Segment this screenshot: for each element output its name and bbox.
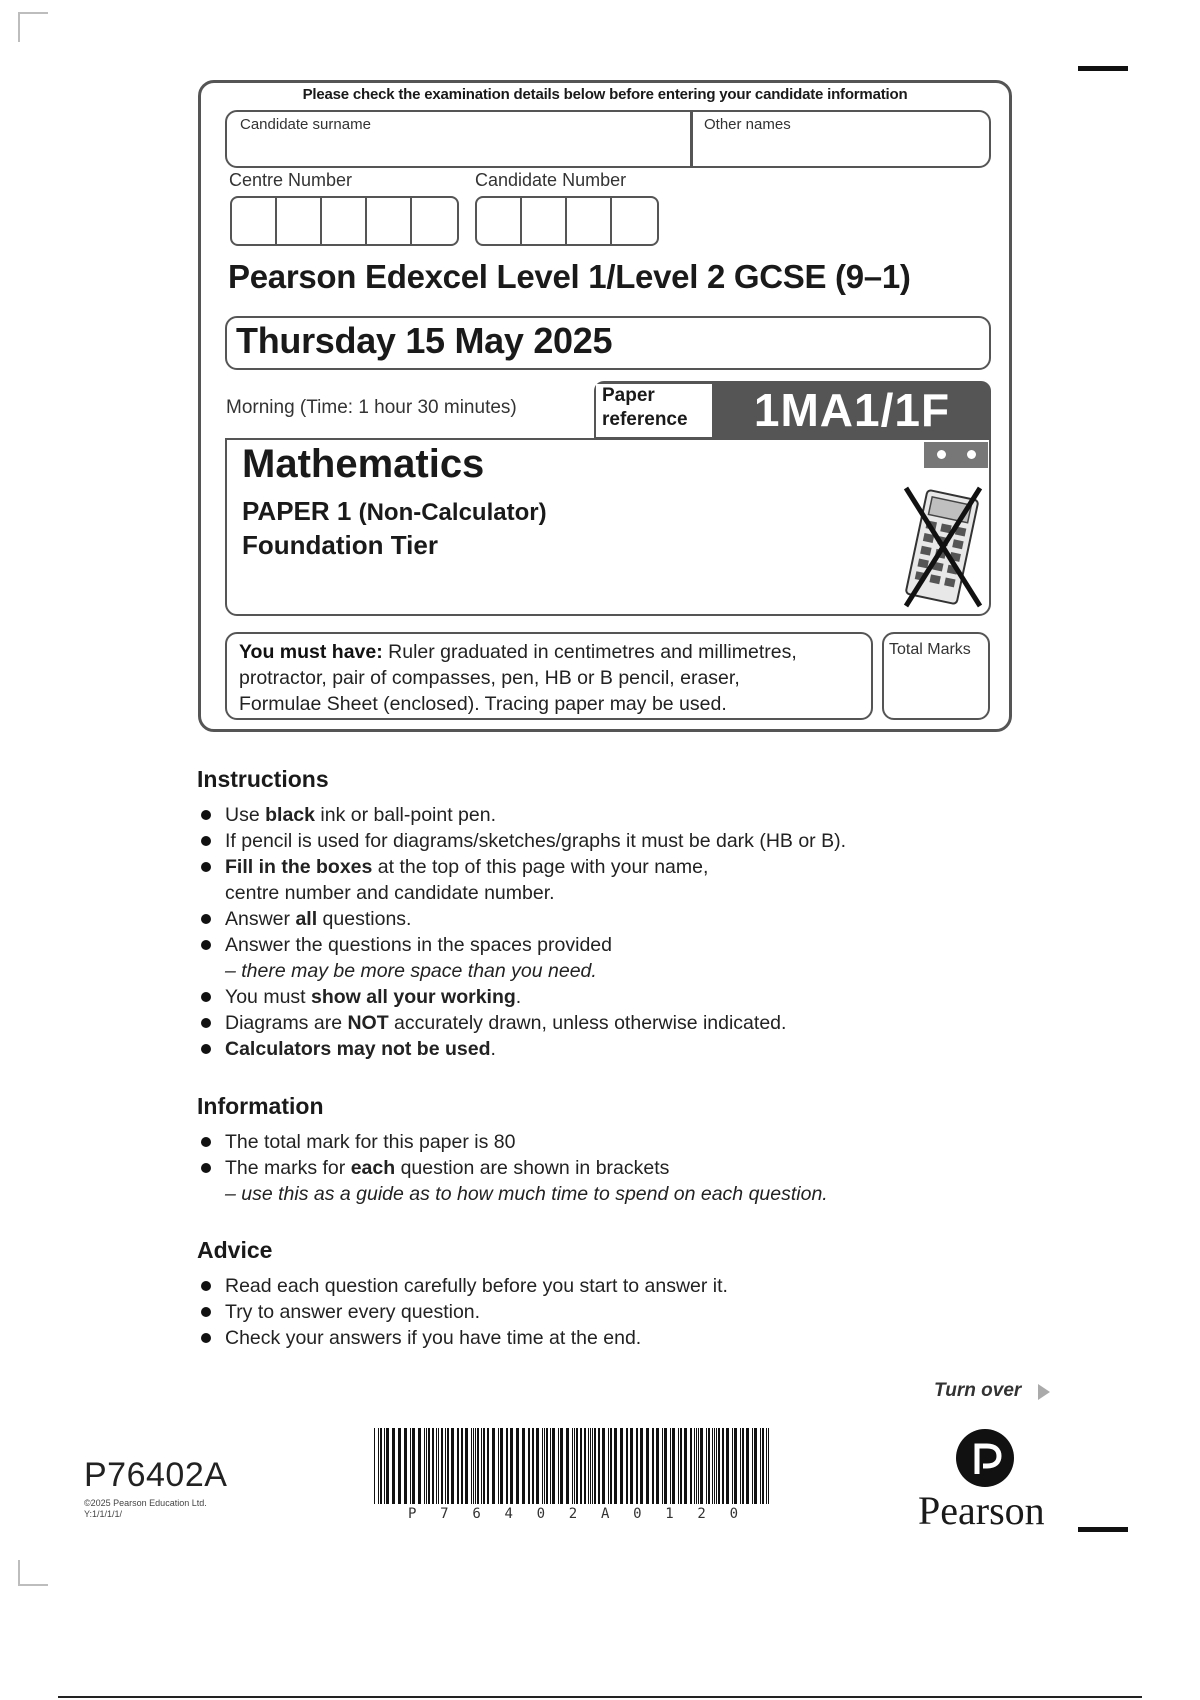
- dots-icon: [924, 442, 988, 468]
- you-must-have-box: [225, 632, 873, 720]
- publisher-name: Pearson: [918, 1488, 1045, 1533]
- must-have-text-1: Ruler graduated in centimetres and millimetres,: [382, 641, 797, 663]
- candidate-number-cell[interactable]: [612, 198, 657, 244]
- instructions-section: [197, 766, 957, 1062]
- barcode-icon: [372, 1428, 774, 1504]
- total-marks-label: Total Marks: [889, 641, 971, 658]
- centre-number-cell[interactable]: [322, 198, 367, 244]
- candidate-number-cell[interactable]: [477, 198, 522, 244]
- barcode-digit: 2: [568, 1506, 578, 1522]
- list-item: If pencil is used for diagrams/sketches/graphs it must be dark (HB or B).: [197, 828, 957, 854]
- barcode-digit: 0: [536, 1506, 546, 1522]
- list-item-continuation: centre number and candidate number.: [225, 882, 555, 904]
- paper-reference-label-line-2: reference: [602, 409, 688, 430]
- must-have-text-2: protractor, pair of compasses, pen, HB or B pencil, eraser,: [239, 667, 740, 689]
- qualification-title: Pearson Edexcel Level 1/Level 2 GCSE (9–1): [228, 258, 911, 295]
- advice-section: [197, 1237, 957, 1351]
- paper-number: PAPER 1: [242, 496, 352, 526]
- registration-dash-top: [1078, 66, 1128, 71]
- list-item: Try to answer every question.: [197, 1299, 957, 1325]
- list-item: You must show all your working.: [197, 984, 957, 1010]
- information-title: Information: [197, 1093, 324, 1119]
- centre-number-boxes[interactable]: [230, 196, 459, 246]
- list-item: Answer the questions in the spaces provided: [197, 932, 957, 958]
- copyright-line-2: Y:1/1/1/1/: [84, 1509, 123, 1519]
- candidate-number-label: Candidate Number: [475, 170, 627, 190]
- centre-number-cell[interactable]: [412, 198, 457, 244]
- barcode-digit: 7: [440, 1506, 449, 1522]
- candidate-surname-label: Candidate surname: [240, 116, 371, 133]
- paper-note: (Non-Calculator): [358, 499, 547, 526]
- check-note: Please check the examination details below before entering your candidate information: [302, 86, 908, 103]
- pearson-logo-icon: [955, 1428, 1015, 1488]
- list-item: Calculators may not be used.: [197, 1036, 957, 1062]
- candidate-number-cell[interactable]: [567, 198, 612, 244]
- barcode-digit: 0: [633, 1506, 642, 1522]
- list-item-continuation: – there may be more space than you need.: [225, 960, 597, 982]
- paper-reference-label-line-1: Paper: [602, 385, 655, 406]
- list-item: Use black ink or ball-point pen.: [197, 802, 957, 828]
- crop-mark-bottom-left-v: [18, 1560, 20, 1586]
- exam-session: Morning (Time: 1 hour 30 minutes): [226, 397, 517, 418]
- barcode-digit: 1: [665, 1506, 674, 1522]
- centre-number-cell[interactable]: [232, 198, 277, 244]
- paper-code: P76402A: [84, 1456, 228, 1494]
- page-bottom-rule: [58, 1696, 1142, 1698]
- must-have-line-1: [239, 639, 859, 665]
- barcode-digits: [372, 1506, 774, 1522]
- copyright: [84, 1498, 207, 1520]
- information-section: [197, 1093, 957, 1207]
- must-have-label: You must have:: [239, 641, 383, 663]
- registration-dash-bottom: [1078, 1527, 1128, 1532]
- paper-name: [242, 496, 547, 527]
- crop-mark-top-left-v: [18, 12, 20, 42]
- advice-list: [197, 1273, 957, 1351]
- must-have-text-3: Formulae Sheet (enclosed). Tracing paper may be used.: [239, 693, 727, 715]
- list-item: Read each question carefully before you start to answer it.: [197, 1273, 957, 1299]
- other-names-label: Other names: [704, 116, 791, 133]
- candidate-number-cell[interactable]: [522, 198, 567, 244]
- paper-reference-code: 1MA1/1F: [753, 384, 951, 436]
- centre-number-cell[interactable]: [277, 198, 322, 244]
- list-item: The marks for each question are shown in brackets: [197, 1155, 957, 1181]
- tier: Foundation Tier: [242, 530, 438, 560]
- crop-mark-bottom-left-h: [18, 1584, 48, 1586]
- barcode-digit: 6: [472, 1506, 481, 1522]
- copyright-line-1: ©2025 Pearson Education Ltd.: [84, 1498, 207, 1508]
- paper-reference-label: [596, 384, 712, 437]
- barcode-digit: 2: [697, 1506, 706, 1522]
- centre-number-cell[interactable]: [367, 198, 412, 244]
- barcode-digit: A: [600, 1506, 610, 1522]
- list-item: The total mark for this paper is 80: [197, 1129, 957, 1155]
- advice-title: Advice: [197, 1237, 273, 1263]
- list-item: Answer all questions.: [197, 906, 957, 932]
- barcode-digit: 0: [729, 1506, 738, 1522]
- exam-date: Thursday 15 May 2025: [236, 320, 613, 361]
- triangle-arrow-icon: [1038, 1384, 1050, 1400]
- information-list: [197, 1129, 957, 1207]
- crop-mark-top-left-h: [18, 12, 48, 14]
- turn-over-text: Turn over: [934, 1380, 1022, 1401]
- list-item-continuation: – use this as a guide as to how much time to spend on each question.: [225, 1183, 828, 1205]
- list-item: Check your answers if you have time at the end.: [197, 1325, 957, 1351]
- subject-title: Mathematics: [242, 442, 485, 486]
- list-item: Diagrams are NOT accurately drawn, unless otherwise indicated.: [197, 1010, 957, 1036]
- barcode-digit: 4: [504, 1506, 513, 1522]
- crossed-out-calculator-icon: [900, 484, 984, 610]
- centre-number-label: Centre Number: [229, 170, 353, 190]
- barcode-digit: P: [408, 1506, 417, 1522]
- instructions-list: [197, 802, 957, 1062]
- candidate-number-boxes[interactable]: [475, 196, 659, 246]
- instructions-title: Instructions: [197, 766, 329, 792]
- list-item: Fill in the boxes at the top of this page with your name,: [197, 854, 957, 880]
- name-box-divider: [690, 110, 693, 168]
